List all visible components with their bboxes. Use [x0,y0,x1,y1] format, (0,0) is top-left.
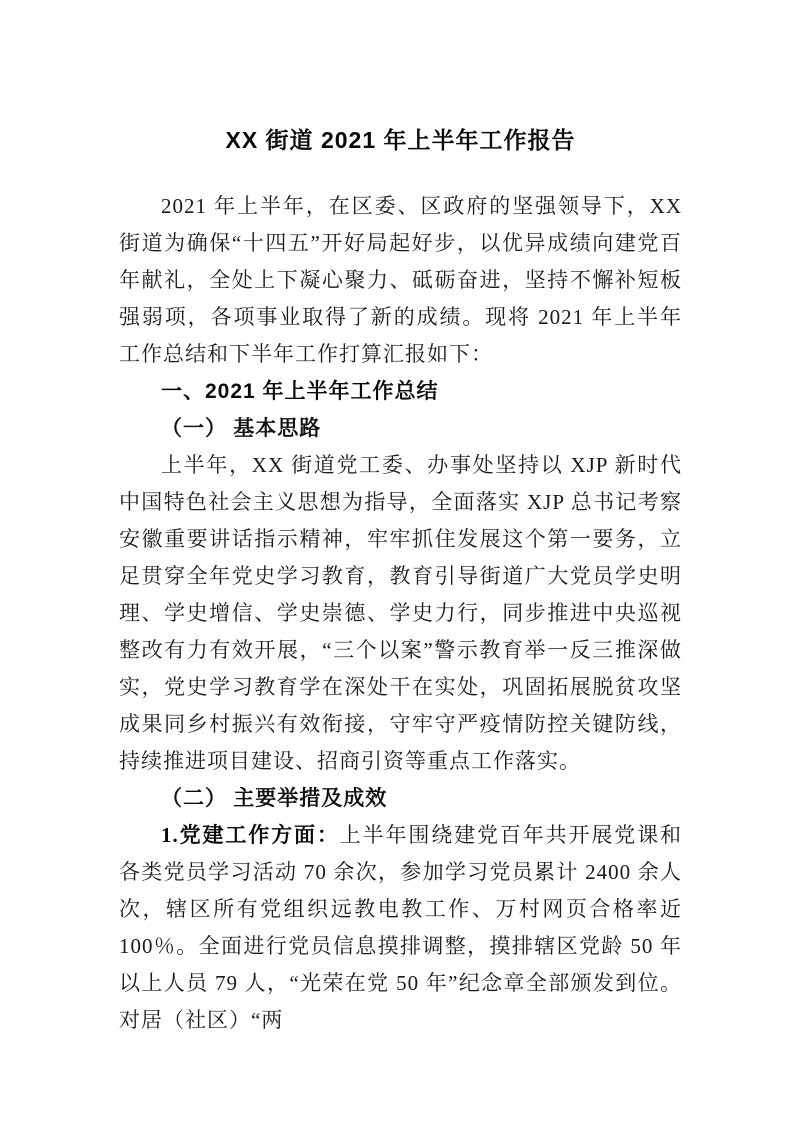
document-title: XX 街道 2021 年上半年工作报告 [225,127,576,153]
section-1-heading: 一、2021 年上半年工作总结 [161,380,439,403]
subsection-1-paragraph: 上半年，XX 街道党工委、办事处坚持以 XJP 新时代中国特色社会主义思想为指导，全面落实 XJP 总书记考察安徽重要讲话指示精神，牢牢抓住发展这个第一要务，立足贯穿全年党史学习教育，教育引导街道广大党员学史明理、学史增信、学史崇德、学史力行，同步推进中央巡视整改有力有效开展，“三个以案”警示教育举一反三推深做实，党史学习教育学在深处干在实处，巩固拓展脱贫攻坚成果同乡村振兴有效衔接，守牢守严疫情防控关键防线，持续推进项目建设、招商引资等重点工作落实。 [119,453,682,773]
intro-paragraph: 2021 年上半年，在区委、区政府的坚强领导下，XX 街道为确保“十四五”开好局起好步，以优异成绩向建党百年献礼，全处上下凝心聚力、砥砺奋进，坚持不懈补短板强弱项，各项事业取得了新的成绩。现将 2021 年上半年工作总结和下半年工作打算汇报如下： [119,194,682,366]
item-1-paragraph [119,817,682,1039]
subsection-2-heading: （二） 主要举措及成效 [161,786,388,810]
subsection-1-heading: （一） 基本思路 [161,416,322,440]
item-1-text: 上半年围绕建党百年共开展党课和各类党员学习活动 70 余次，参加学习党员累计 2400 余人次，辖区所有党组织远教电教工作、万村网页合格率近 100％。全面进行党员信息摸排调整，摸排辖区党龄 50 年以上人员 79 人，“光荣在党 50 年”纪念章全部颁发到位。对居（社区）“两 [119,823,682,1032]
item-1-lead-label: 1.党建工作方面： [161,823,340,847]
